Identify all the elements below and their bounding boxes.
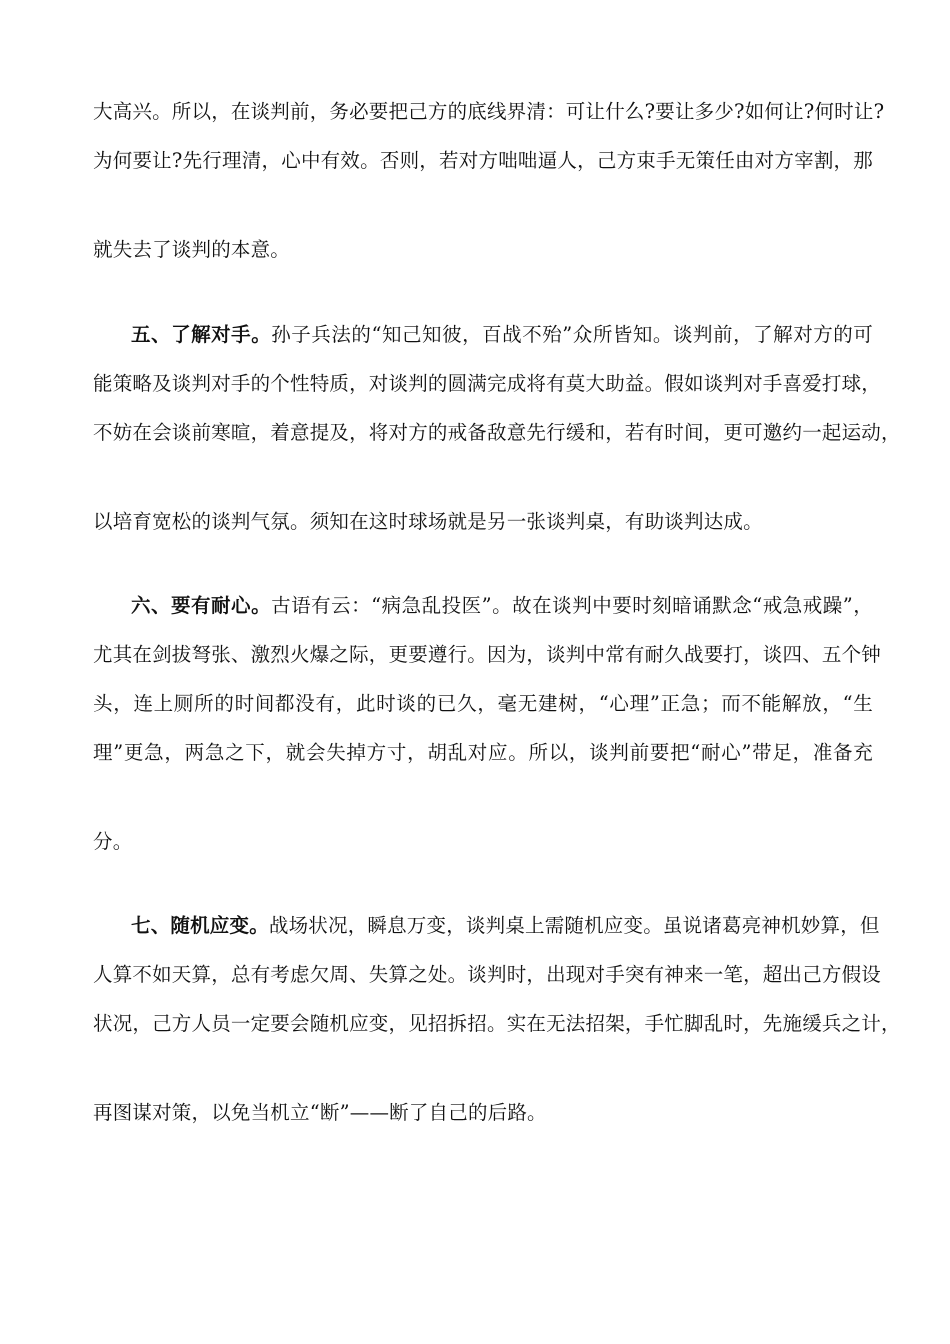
text-line: 头，连上厕所的时间都没有，此时谈的已久，毫无建树，“心理”正急；而不能解放，“生 [93,692,873,715]
text-line: 状况，己方人员一定要会随机应变，见招拆招。实在无法招架，手忙脚乱时，先施缓兵之计， [93,1012,901,1035]
section-heading: 七、随机应变。 [131,914,269,937]
text-line: 能策略及谈判对手的个性特质，对谈判的圆满完成将有莫大助益。假如谈判对手喜爱打球， [93,372,882,395]
section-first-line [131,323,873,347]
section-first-line [131,594,873,618]
text-line: 大高兴。所以，在谈判前，务必要把己方的底线界清：可让什么?要让多少?如何让?何时让? [93,100,885,123]
text-line: 古语有云：“病急乱投医”。故在谈判中要时刻暗诵默念“戒急戒躁”， [271,594,873,617]
text-line: 分。 [93,830,133,853]
section-heading: 五、了解对手。 [131,323,272,346]
text-line: 以培育宽松的谈判气氛。须知在这时球场就是另一张谈判桌，有助谈判达成。 [93,510,763,533]
text-line: 为何要让?先行理清，心中有效。否则，若对方咄咄逼人，己方束手无策任由对方宰割，那 [93,149,873,172]
section-first-line [131,914,880,938]
text-line: 不妨在会谈前寒暄，着意提及，将对方的戒备敌意先行缓和，若有时间，更可邀约一起运动， [93,421,901,444]
text-line: 人算不如天算，总有考虑欠周、失算之处。谈判时，出现对手突有神来一笔，超出己方假设 [93,963,882,986]
text-line: 尤其在剑拔弩张、激烈火爆之际，更要遵行。因为，谈判中常有耐久战要打，谈四、五个钟 [93,643,882,666]
text-line: 孙子兵法的“知己知彼，百战不殆”众所皆知。谈判前，了解对方的可 [271,323,874,346]
text-line: 再图谋对策，以免当机立“断”——断了自己的后路。 [93,1101,547,1124]
text-line: 理”更急，两急之下，就会失掉方寸，胡乱对应。所以，谈判前要把“耐心”带足，准备充 [93,741,873,764]
text-line: 就失去了谈判的本意。 [93,238,291,261]
section-heading: 六、要有耐心。 [131,594,272,617]
text-line: 战场状况，瞬息万变，谈判桌上需随机应变。虽说诸葛亮神机妙算，但 [268,914,880,937]
